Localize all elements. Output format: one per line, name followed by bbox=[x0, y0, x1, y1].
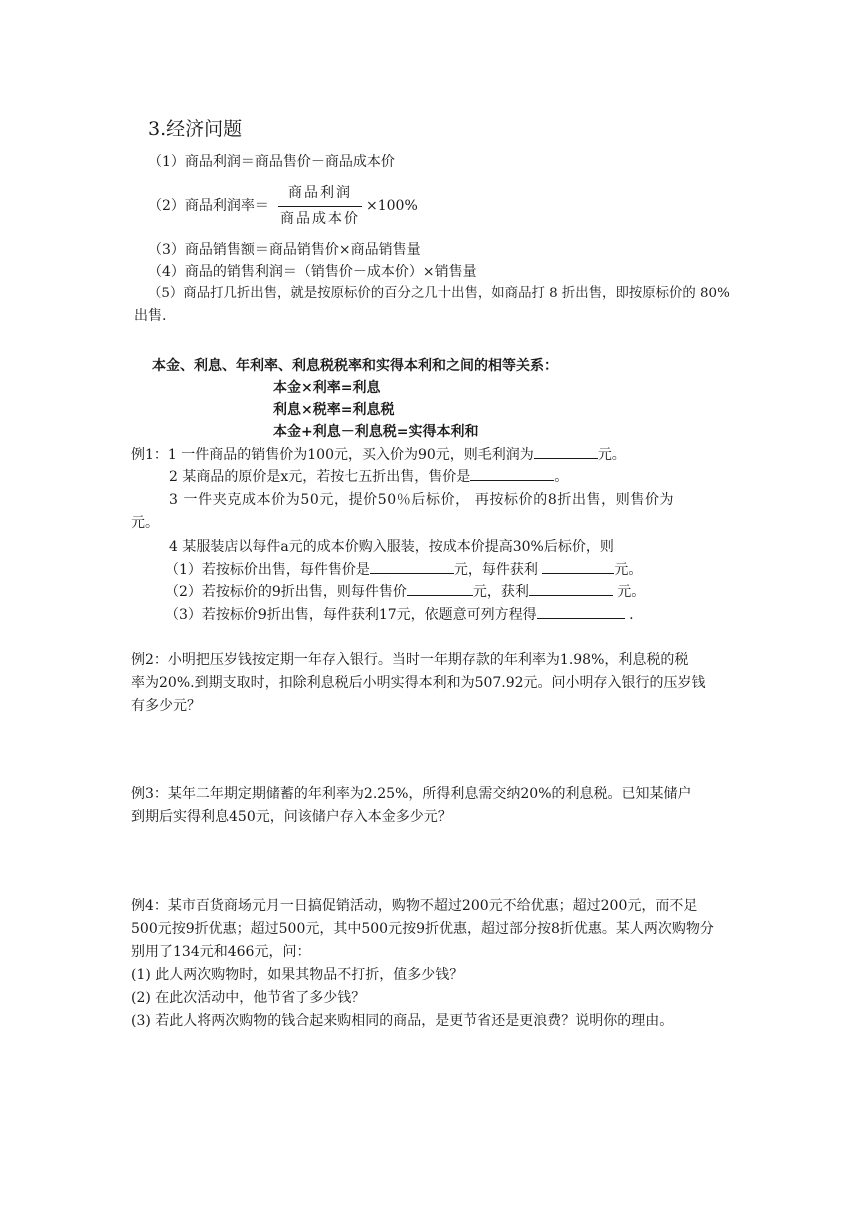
example1-sub1 bbox=[165, 559, 642, 580]
example1-q1 bbox=[131, 444, 626, 465]
example1-q2 bbox=[169, 466, 568, 487]
relation-tax: 利息×税率=利息税 bbox=[273, 402, 395, 418]
formula-fraction bbox=[278, 183, 362, 229]
example1-sub2 bbox=[165, 581, 645, 602]
example2-line1: 例2：小明把压岁钱按定期一年存入银行。当时一年期存款的年利率为1.98%，利息税的税 bbox=[131, 652, 689, 668]
example1-sub2-mid: 元，获利 bbox=[472, 584, 529, 600]
answer-blank bbox=[407, 581, 473, 596]
example1-sub2-end: 元。 bbox=[612, 584, 646, 600]
example1-sub3-end: . bbox=[624, 607, 634, 623]
example1-q3-line2: 元。 bbox=[131, 515, 159, 531]
relation-total: 本金+利息－利息税=实得本利和 bbox=[273, 424, 479, 440]
answer-blank bbox=[542, 559, 614, 574]
example1-sub3-text: （3）若按标价9折出售，每件获利17元，依题意可列方程得 bbox=[165, 607, 537, 623]
formula-profit-rate-prefix: （2）商品利润率＝ bbox=[148, 198, 269, 214]
answer-blank bbox=[534, 444, 598, 459]
answer-blank bbox=[529, 581, 613, 596]
formula-sales-profit: （4）商品的销售利润＝（销售价－成本价）×销售量 bbox=[148, 264, 477, 280]
example4-line1: 例4：某市百货商场元月一日搞促销活动，购物不超过200元不给优惠；超过200元，而不足 bbox=[131, 898, 698, 914]
formula-profit: （1）商品利润＝商品售价－商品成本价 bbox=[148, 154, 395, 170]
example1-sub1-end: 元。 bbox=[614, 562, 643, 578]
relations-heading: 本金、利息、年利率、利息税税率和实得本利和之间的相等关系： bbox=[152, 358, 558, 374]
example2-line3: 有多少元？ bbox=[131, 698, 201, 714]
example4-part3: (3) 若此人将两次购物的钱合起来购相同的商品，是更节省还是更浪费？说明你的理由。 bbox=[131, 1013, 674, 1029]
example1-q4: 4 某服装店以每件a元的成本价购入服装，按成本价提高30%后标价，则 bbox=[169, 539, 614, 555]
example1-q2-text: 2 某商品的原价是x元，若按七五折出售，售价是 bbox=[169, 469, 471, 485]
formula-profit-rate-suffix: ×100% bbox=[366, 198, 418, 214]
example4-line2: 500元按9折优惠；超过500元，其中500元按9折优惠，超过部分按8折优惠。某人两次购物分 bbox=[131, 921, 714, 937]
example1-sub1-text: （1）若按标价出售，每件售价是 bbox=[165, 562, 370, 578]
fraction-numerator: 商品利润 bbox=[278, 183, 362, 207]
answer-blank bbox=[470, 466, 554, 481]
example1-q1-unit: 元。 bbox=[597, 447, 626, 463]
example4-part1: (1) 此人两次购物时，如果其物品不打折，值多少钱？ bbox=[131, 967, 464, 983]
answer-blank bbox=[537, 604, 625, 619]
example1-sub2-text: （2）若按标价的9折出售，则每件售价 bbox=[165, 584, 407, 600]
formula-discount-line2: 出售. bbox=[134, 308, 167, 324]
example4-line3: 别用了134元和466元，问： bbox=[131, 944, 311, 960]
formula-sales-amount: （3）商品销售额＝商品销售价×商品销售量 bbox=[148, 242, 421, 258]
fraction-denominator: 商品成本价 bbox=[280, 211, 360, 227]
example1-sub1-mid: 元，每件获利 bbox=[453, 562, 543, 578]
example4-part2: (2) 在此次活动中，他节省了多少钱？ bbox=[131, 990, 366, 1006]
relation-interest: 本金×利率=利息 bbox=[273, 380, 381, 396]
example3-line2: 到期后实得利息450元，问该储户存入本金多少元？ bbox=[131, 809, 452, 825]
example1-q2-end: 。 bbox=[554, 469, 569, 485]
example3-line1: 例3：某年二年期定期储蓄的年利率为2.25%，所得利息需交纳20%的利息税。已知某储户 bbox=[131, 786, 692, 802]
formula-discount-line1: （5）商品打几折出售，就是按原标价的百分之几十出售，如商品打 8 折出售，即按原标价的 80% bbox=[148, 286, 730, 301]
example1-sub3 bbox=[165, 604, 634, 625]
example2-line2: 率为20%.到期支取时，扣除利息税后小明实得本利和为507.92元。问小明存入银行的压岁钱 bbox=[131, 675, 706, 691]
example1-q1-text: 例1：1 一件商品的销售价为100元，买入价为90元，则毛利润为 bbox=[131, 447, 534, 463]
answer-blank bbox=[370, 559, 454, 574]
example1-q3-line1: 3 一件夹克成本价为50元，提价50％后标价， 再按标价的8折出售，则售价为 bbox=[169, 492, 675, 508]
section-title: 3.经济问题 bbox=[148, 118, 243, 140]
